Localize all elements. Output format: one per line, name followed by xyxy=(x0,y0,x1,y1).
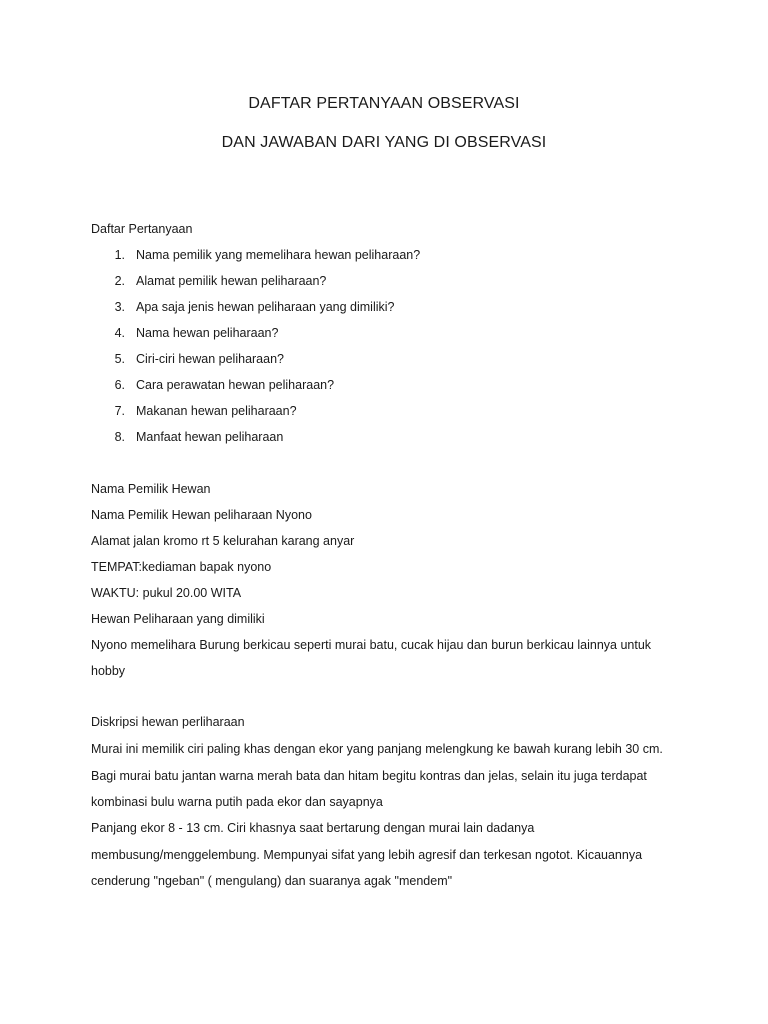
question-text: Alamat pemilik hewan peliharaan? xyxy=(136,274,327,288)
question-number: 5. xyxy=(114,352,125,366)
paragraph-line: Nama Pemilik Hewan peliharaan Nyono xyxy=(91,508,312,522)
question-text: Makanan hewan peliharaan? xyxy=(136,404,297,418)
paragraph-line: TEMPAT:kediaman bapak nyono xyxy=(91,560,272,574)
question-number: 1. xyxy=(114,248,125,262)
question-text: Apa saja jenis hewan peliharaan yang dimiliki? xyxy=(136,300,395,314)
paragraph-line: Panjang ekor 8 - 13 cm. Ciri khasnya saat bertarung dengan murai lain dadanya xyxy=(91,821,535,835)
question-text: Nama pemilik yang memelihara hewan peliharaan? xyxy=(136,248,421,262)
document-title-line-2: DAN JAWABAN DARI YANG DI OBSERVASI xyxy=(221,134,547,151)
question-number: 6. xyxy=(114,378,125,392)
paragraph-line: cenderung "ngeban" ( mengulang) dan suaranya agak "mendem" xyxy=(91,874,453,888)
question-number: 7. xyxy=(114,404,125,418)
paragraph-line: membusung/menggelembung. Mempunyai sifat yang lebih agresif dan terkesan ngotot. Kicauannya xyxy=(91,848,643,862)
paragraph-line: Bagi murai batu jantan warna merah bata dan hitam begitu kontras dan jelas, selain itu juga terdapat xyxy=(91,769,647,783)
paragraph-line: WAKTU: pukul 20.00 WITA xyxy=(91,586,242,600)
question-number: 2. xyxy=(114,274,125,288)
description-heading: Diskripsi hewan perliharaan xyxy=(91,715,245,729)
question-text: Cara perawatan hewan peliharaan? xyxy=(136,378,335,392)
paragraph-line: hobby xyxy=(91,664,126,678)
paragraph-line: Hewan Peliharaan yang dimiliki xyxy=(91,612,265,626)
paragraph-line: Alamat jalan kromo rt 5 kelurahan karang anyar xyxy=(91,534,355,548)
question-number: 8. xyxy=(114,430,125,444)
question-text: Nama hewan peliharaan? xyxy=(136,326,279,340)
question-number: 3. xyxy=(114,300,125,314)
question-number: 4. xyxy=(114,326,125,340)
questions-heading: Daftar Pertanyaan xyxy=(91,222,193,236)
paragraph-line: Murai ini memilik ciri paling khas dengan ekor yang panjang melengkung ke bawah kurang lebih 30 cm. xyxy=(91,742,663,756)
document-title-line-1: DAFTAR PERTANYAAN OBSERVASI xyxy=(248,95,520,112)
question-text: Ciri-ciri hewan peliharaan? xyxy=(136,352,284,366)
paragraph-line: kombinasi bulu warna putih pada ekor dan sayapnya xyxy=(91,795,383,809)
paragraph-line: Nama Pemilik Hewan xyxy=(91,482,211,496)
paragraph-line: Nyono memelihara Burung berkicau seperti murai batu, cucak hijau dan burun berkicau lainnya untuk xyxy=(91,638,652,652)
question-text: Manfaat hewan peliharaan xyxy=(136,430,284,444)
